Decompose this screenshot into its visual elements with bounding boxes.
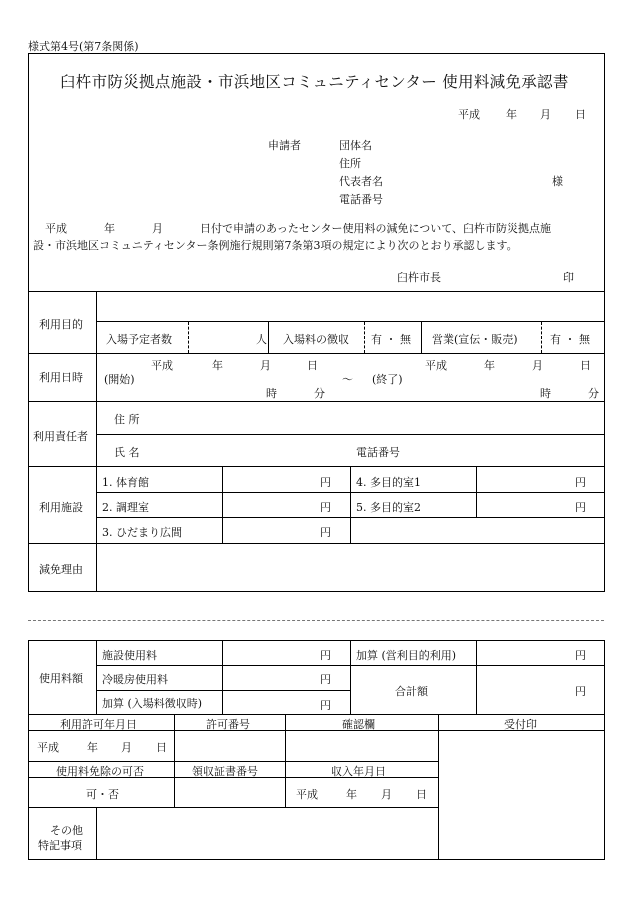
confirm-label: 確認欄 (342, 718, 375, 731)
mayor-seal: 印 (563, 271, 574, 284)
business-options[interactable]: 有 ・ 無 (550, 333, 590, 346)
facility-kitchen: 2. 調理室 (102, 501, 149, 514)
total-label: 合計額 (395, 685, 428, 698)
end-month: 月 (532, 359, 543, 372)
attendees-label: 入場予定者数 (106, 333, 172, 346)
responsible-name-label: 氏 名 (114, 446, 140, 459)
fee-collect-options[interactable]: 有 ・ 無 (371, 333, 411, 346)
applicant-org-label: 団体名 (339, 139, 372, 152)
surcharge-admission-yen: 円 (320, 699, 331, 712)
permit-date-era: 平成 (37, 741, 59, 754)
notes-label: 特記事項 (38, 839, 82, 852)
permit-date-label: 利用許可年月日 (60, 718, 137, 731)
facility-gym-yen: 円 (320, 476, 331, 489)
permit-date-year: 年 (87, 741, 98, 754)
end-era: 平成 (425, 359, 447, 372)
responsible-label: 利用責任者 (33, 430, 88, 443)
form-number: 様式第4号(第7条関係) (28, 40, 139, 53)
business-label: 営業(宣伝・販売) (432, 333, 518, 346)
body-era: 平成 (45, 222, 67, 235)
applicant-honorific: 様 (552, 175, 563, 188)
income-date-label: 収入年月日 (331, 765, 386, 778)
start-minute: 分 (314, 387, 325, 400)
start-year: 年 (212, 359, 223, 372)
fee-collect-label: 入場料の徴収 (283, 333, 349, 346)
applicant-address-label: 住所 (339, 157, 361, 170)
start-month: 月 (260, 359, 271, 372)
start-hour: 時 (266, 387, 277, 400)
facility-fee-label: 施設使用料 (102, 649, 157, 662)
facility-kitchen-yen: 円 (320, 501, 331, 514)
facility-fee-yen: 円 (320, 649, 331, 662)
facility-gym: 1. 体育館 (102, 476, 149, 489)
facility-room2-yen: 円 (575, 501, 586, 514)
income-date-era: 平成 (296, 788, 318, 801)
end-year: 年 (484, 359, 495, 372)
start-era: 平成 (151, 359, 173, 372)
body-text-line2: 設・市浜地区コミュニティセンター条例施行規則第7条第3項の規定により次のとおり承認します。 (33, 239, 518, 252)
start-day: 日 (307, 359, 318, 372)
range-tilde: 〜 (342, 373, 353, 386)
purpose-label: 利用目的 (39, 318, 83, 331)
income-date-day: 日 (416, 788, 427, 801)
date-era: 平成 (458, 108, 480, 121)
date-year: 年 (506, 108, 517, 121)
aircon-fee-label: 冷暖房使用料 (102, 673, 168, 686)
other-label: その他 (50, 824, 83, 837)
end-label: (終了) (372, 373, 403, 386)
date-day: 日 (575, 108, 586, 121)
document-title: 臼杵市防災拠点施設・市浜地区コミュニティセンター 使用料減免承認書 (60, 73, 569, 91)
surcharge-business-label: 加算 (営利目的利用) (356, 649, 457, 662)
applicant-label: 申請者 (268, 139, 301, 152)
responsible-phone-label: 電話番号 (356, 446, 400, 459)
surcharge-business-yen: 円 (575, 649, 586, 662)
facility-room1-yen: 円 (575, 476, 586, 489)
body-text-line1: 日付で申請のあったセンター使用料の減免について、臼杵市防災拠点施 (200, 222, 552, 235)
end-day: 日 (580, 359, 591, 372)
income-date-year: 年 (346, 788, 357, 801)
income-date-month: 月 (381, 788, 392, 801)
applicant-phone-label: 電話番号 (339, 193, 383, 206)
facility-hall-yen: 円 (320, 526, 331, 539)
responsible-address-label: 住 所 (114, 413, 140, 426)
start-label: (開始) (104, 373, 135, 386)
end-hour: 時 (540, 387, 551, 400)
exemption-label: 使用料免除の可否 (56, 765, 144, 778)
reduction-reason-label: 減免理由 (39, 563, 83, 576)
facility-room2: 5. 多目的室2 (356, 501, 421, 514)
receipt-stamp-label: 受付印 (504, 718, 537, 731)
cut-line (28, 620, 604, 621)
permit-date-day: 日 (156, 741, 167, 754)
aircon-fee-yen: 円 (320, 673, 331, 686)
fees-label: 使用料額 (39, 672, 83, 685)
permit-no-label: 許可番号 (206, 718, 250, 731)
dates-label: 利用日時 (39, 371, 83, 384)
attendees-unit: 人 (256, 333, 267, 346)
facility-room1: 4. 多目的室1 (356, 476, 421, 489)
facilities-label: 利用施設 (39, 501, 83, 514)
body-month: 月 (152, 222, 163, 235)
applicant-rep-label: 代表者名 (339, 175, 383, 188)
exemption-yes-no[interactable]: 可・否 (86, 788, 119, 801)
facility-hall: 3. ひだまり広間 (102, 526, 182, 539)
mayor-label: 臼杵市長 (397, 271, 441, 284)
body-year: 年 (104, 222, 115, 235)
receipt-no-label: 領収証書番号 (192, 765, 258, 778)
end-minute: 分 (588, 387, 599, 400)
permit-date-month: 月 (121, 741, 132, 754)
surcharge-admission-label: 加算 (入場料徴収時) (102, 697, 203, 710)
total-yen: 円 (575, 685, 586, 698)
date-month: 月 (540, 108, 551, 121)
